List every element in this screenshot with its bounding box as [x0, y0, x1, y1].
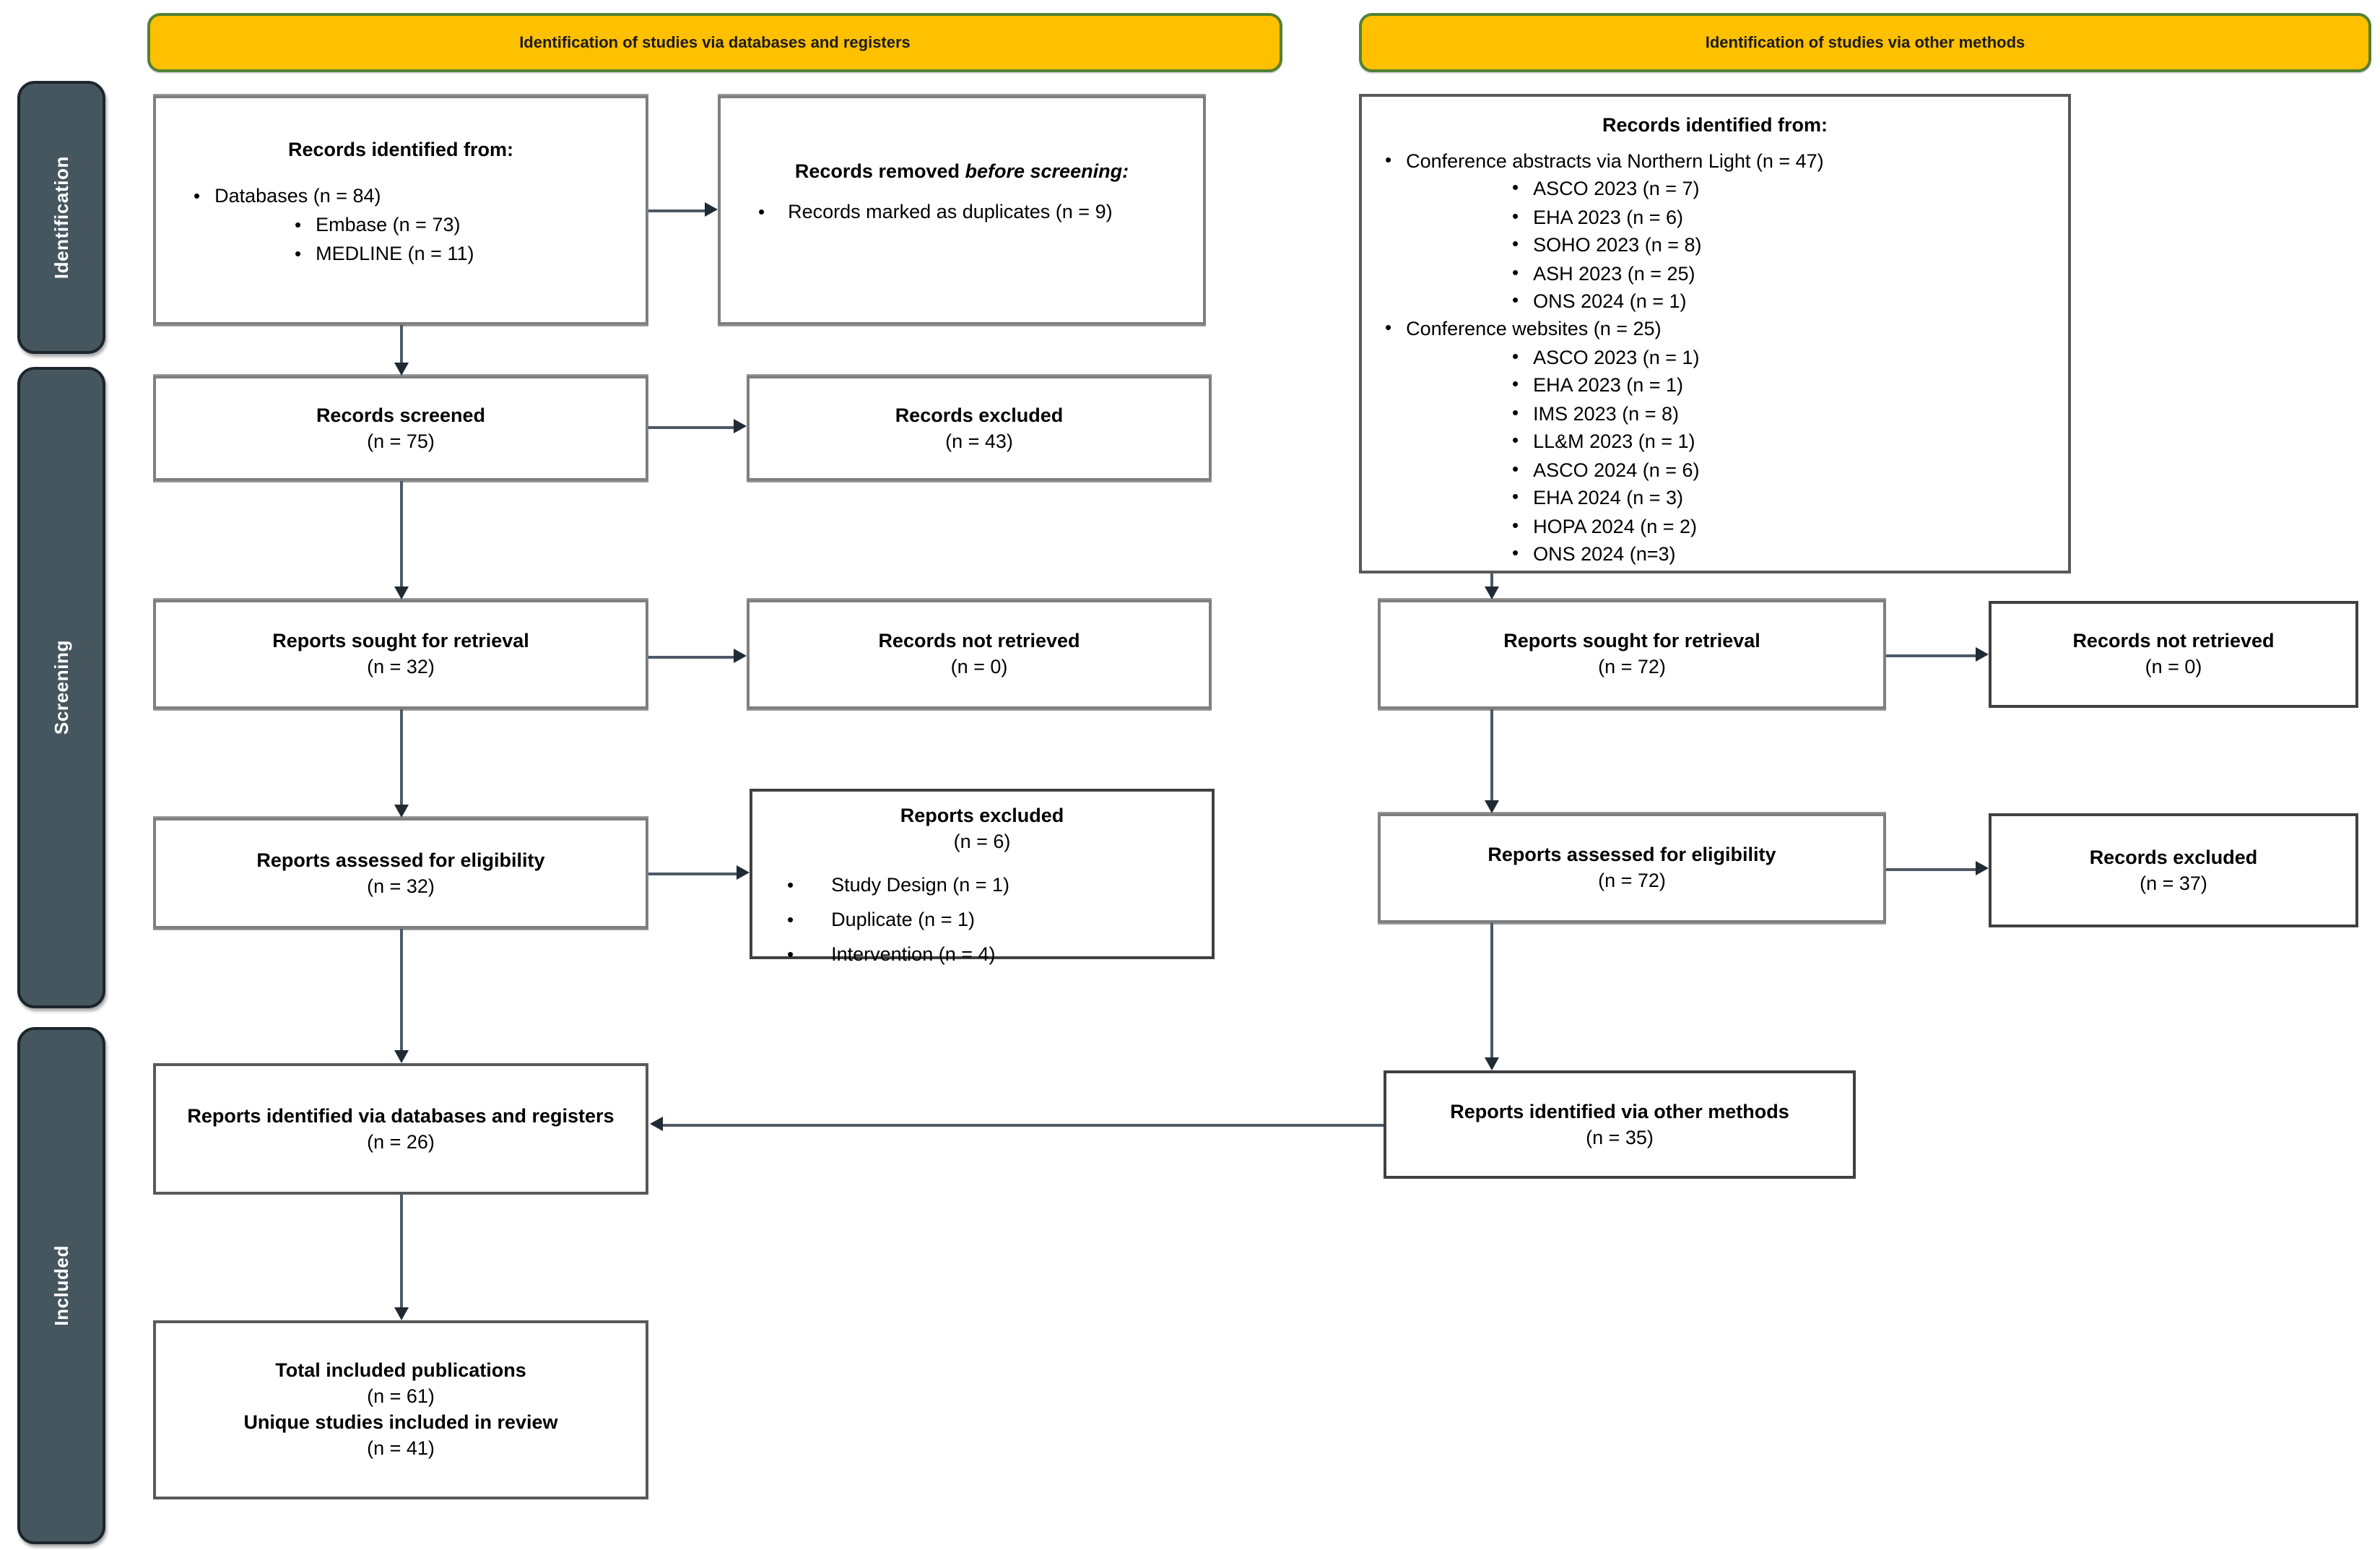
bullet-text: LL&M 2023 (n = 1) — [1533, 430, 1695, 453]
arrow-bigbox-to-sought — [1490, 573, 1493, 588]
bullet-item — [1362, 147, 2068, 176]
bullet-item — [1362, 344, 2068, 372]
bullet-text: Conference abstracts via Northern Light (n = 47) — [1406, 150, 1824, 172]
bullet-dot: • — [1512, 261, 1519, 283]
box-count: (n = 32) — [367, 875, 435, 896]
bullet-dot: • — [1512, 345, 1519, 367]
arrow-sought-to-assessed-right — [1490, 709, 1493, 802]
bullet-item — [1362, 400, 2068, 428]
arrow-screened-to-excluded — [648, 426, 735, 429]
bullet-dot: • — [1512, 514, 1519, 535]
box-count: (n = 75) — [367, 430, 435, 451]
box-reports-identified-databases-registers — [153, 1063, 648, 1195]
box-title: Records screened — [316, 404, 486, 426]
box-title: Records not retrieved — [2072, 630, 2275, 652]
bullet-item — [1362, 456, 2068, 484]
bullet-text: EHA 2024 (n = 3) — [1533, 487, 1684, 509]
bullet-dot: • — [1512, 176, 1519, 199]
bullet-dot: • — [295, 243, 302, 265]
phase-identification-label: Identification — [51, 155, 72, 280]
bullet-dot: • — [194, 184, 201, 207]
bullet-item — [721, 199, 1203, 225]
header-other-methods: Identification of studies via other methods — [1359, 13, 2371, 72]
bullet-dot: • — [1512, 429, 1519, 451]
bullet-item — [1362, 203, 2068, 231]
phase-included-label: Included — [51, 1245, 72, 1326]
bullet-text: Embase (n = 73) — [316, 214, 461, 236]
bullet-dot: • — [295, 214, 302, 236]
box-title: Reports sought for retrieval — [272, 630, 529, 652]
bullet-dot: • — [1385, 148, 1392, 170]
box-records-not-retrieved-right — [1989, 601, 2358, 708]
box-reports-assessed-right — [1378, 813, 1886, 923]
arrow-identified-to-screened — [400, 325, 403, 364]
bullet-text: Duplicate (n = 1) — [831, 908, 975, 930]
arrow-assessed-to-other-methods — [1490, 923, 1493, 1059]
bullet-item — [1362, 287, 2068, 316]
bullet-item — [1362, 316, 2068, 344]
arrow-assessed-to-excluded-right — [1886, 868, 1977, 871]
box-reports-assessed-left — [153, 818, 648, 929]
arrow-screened-to-sought — [400, 481, 403, 588]
box-count: (n = 41) — [367, 1437, 435, 1459]
bullet-item — [156, 211, 646, 241]
box-records-screened — [153, 376, 648, 481]
bullet-text: ASCO 2024 (n = 6) — [1533, 459, 1700, 481]
bullet-text: HOPA 2024 (n = 2) — [1533, 515, 1698, 537]
box-records-removed-before-screening — [718, 95, 1206, 325]
bullet-dot: • — [1512, 289, 1519, 311]
box-title: Reports assessed for eligibility — [256, 849, 545, 871]
bullet-dot: • — [1512, 401, 1519, 423]
box-title: Records identified from: — [287, 139, 513, 160]
box-title: Reports identified via other methods — [1450, 1100, 1789, 1122]
bullet-item — [1362, 512, 2068, 540]
box-count: (n = 61) — [367, 1385, 435, 1408]
bullet-list — [721, 199, 1203, 225]
bullet-dot: • — [787, 908, 794, 930]
phase-screening — [17, 367, 105, 1008]
bullet-item — [1362, 372, 2068, 400]
bullet-list — [752, 867, 1212, 973]
arrow-assessed-to-reports-excluded — [648, 873, 738, 875]
bullet-dot: • — [787, 873, 794, 896]
arrow-other-methods-to-identified-db — [661, 1124, 1384, 1127]
box-count: (n = 43) — [945, 430, 1013, 451]
arrow-identified-to-removed — [648, 209, 706, 212]
bullet-text: IMS 2023 (n = 8) — [1533, 402, 1679, 425]
bullet-item — [156, 182, 646, 212]
box-title: Reports assessed for eligibility — [1488, 844, 1776, 866]
box-count: (n = 35) — [1586, 1126, 1654, 1148]
bullet-text: Records marked as duplicates (n = 9) — [788, 200, 1113, 222]
box-reports-sought-right — [1378, 599, 1886, 709]
bullet-text: Intervention (n = 4) — [831, 943, 996, 966]
box-count: (n = 72) — [1598, 870, 1666, 891]
bullet-dot: • — [1512, 541, 1519, 563]
box-title: Records identified from: — [1602, 114, 1828, 136]
box-count: (n = 26) — [367, 1130, 435, 1152]
box-count: (n = 0) — [2145, 656, 2202, 677]
bullet-item — [752, 867, 1212, 903]
phase-screening-label: Screening — [51, 640, 72, 735]
box-title: Unique studies included in review — [243, 1411, 558, 1433]
box-records-excluded — [747, 376, 1212, 481]
box-records-identified-databases — [153, 95, 648, 325]
phase-identification — [17, 81, 105, 354]
bullet-item — [1362, 176, 2068, 204]
bullet-text: ASH 2023 (n = 25) — [1533, 262, 1695, 285]
bullet-text: EHA 2023 (n = 6) — [1533, 206, 1684, 228]
bullet-item — [1362, 231, 2068, 259]
box-total-included — [153, 1320, 648, 1499]
box-title: Total included publications — [275, 1359, 526, 1382]
box-title: Records not retrieved — [878, 630, 1080, 652]
box-count: (n = 0) — [950, 656, 1008, 677]
box-records-not-retrieved-left — [747, 599, 1212, 709]
bullet-list — [1362, 147, 2068, 568]
box-title: Records removed before screening: — [794, 160, 1129, 182]
box-reports-excluded — [750, 789, 1215, 966]
bullet-text: EHA 2023 (n = 1) — [1533, 374, 1684, 397]
box-records-identified-other — [1359, 94, 2071, 573]
box-count: (n = 37) — [2140, 872, 2207, 893]
bullet-list — [156, 182, 646, 270]
box-title: Records excluded — [2089, 846, 2258, 868]
arrow-sought-to-not-retrieved — [648, 656, 735, 659]
box-title: Reports excluded — [900, 805, 1064, 826]
box-title: Reports identified via databases and registers — [187, 1104, 614, 1127]
bullet-text: SOHO 2023 (n = 8) — [1533, 234, 1702, 256]
arrow-assessed-to-identified-db — [400, 929, 403, 1052]
bullet-item — [752, 903, 1212, 938]
bullet-dot: • — [1512, 485, 1519, 508]
arrow-sought-to-assessed — [400, 709, 403, 806]
bullet-text: Databases (n = 84) — [214, 184, 381, 207]
header-databases-registers: Identification of studies via databases and registers — [147, 13, 1282, 72]
box-title: Records excluded — [895, 404, 1064, 426]
arrow-sought-to-not-retrieved-right — [1886, 654, 1977, 657]
box-count: (n = 6) — [953, 830, 1011, 852]
bullet-dot: • — [1512, 204, 1519, 227]
box-count: (n = 32) — [367, 656, 435, 677]
bullet-dot: • — [1512, 373, 1519, 395]
bullet-dot: • — [1512, 233, 1519, 255]
bullet-dot: • — [758, 200, 765, 222]
bullet-item — [1362, 540, 2068, 568]
phase-included — [17, 1027, 105, 1544]
bullet-item — [156, 241, 646, 270]
arrow-identified-db-to-total — [400, 1195, 403, 1309]
bullet-item — [1362, 259, 2068, 287]
bullet-text: ONS 2024 (n = 1) — [1533, 290, 1687, 312]
box-count: (n = 72) — [1598, 656, 1666, 677]
bullet-item — [1362, 484, 2068, 512]
box-title: Reports sought for retrieval — [1503, 630, 1760, 652]
bullet-text: MEDLINE (n = 11) — [316, 243, 474, 265]
bullet-item — [752, 938, 1212, 973]
bullet-text: ASCO 2023 (n = 1) — [1533, 346, 1700, 368]
bullet-dot: • — [1512, 457, 1519, 480]
bullet-dot: • — [787, 943, 794, 966]
bullet-text: ASCO 2023 (n = 7) — [1533, 178, 1700, 200]
bullet-text: ONS 2024 (n=3) — [1533, 542, 1676, 565]
box-reports-identified-other-methods — [1384, 1070, 1856, 1179]
bullet-text: Conference websites (n = 25) — [1406, 318, 1662, 340]
box-reports-sought-left — [153, 599, 648, 709]
bullet-item — [1362, 428, 2068, 456]
bullet-dot: • — [1385, 316, 1392, 339]
box-records-excluded-right — [1989, 813, 2358, 927]
bullet-text: Study Design (n = 1) — [831, 873, 1010, 896]
